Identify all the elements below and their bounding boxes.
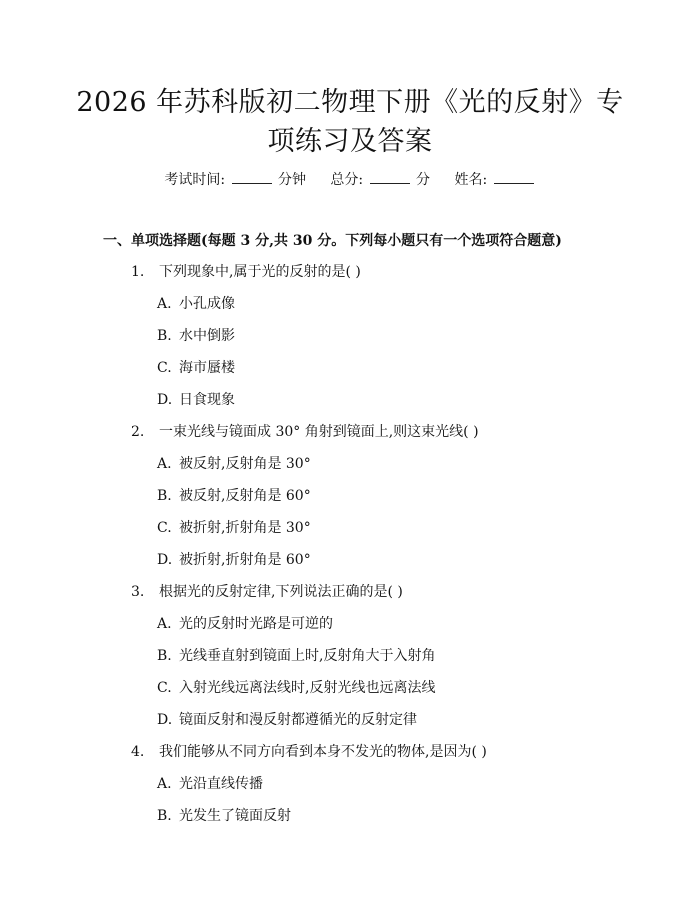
question-4-option-b <box>157 805 291 825</box>
total-score-blank <box>370 171 410 184</box>
option-letter: B. <box>157 648 172 664</box>
question-1 <box>131 261 361 281</box>
document-title-line-1: 2026 年苏科版初二物理下册《光的反射》专 <box>76 87 624 118</box>
option-text: 光线垂直射到镜面上时,反射角大于入射角 <box>179 648 436 664</box>
option-text: 被反射,反射角是 60° <box>179 488 311 504</box>
option-letter: C. <box>157 680 172 696</box>
question-text: 我们能够从不同方向看到本身不发光的物体,是因为( ) <box>159 744 487 760</box>
option-text: 镜面反射和漫反射都遵循光的反射定律 <box>179 712 417 728</box>
option-letter: D. <box>157 392 173 408</box>
option-text: 入射光线远离法线时,反射光线也远离法线 <box>179 680 436 696</box>
question-text: 根据光的反射定律,下列说法正确的是( ) <box>159 584 403 600</box>
student-name-label: 姓名: <box>454 172 488 188</box>
question-2 <box>131 421 479 441</box>
option-text: 光的反射时光路是可逆的 <box>179 616 333 632</box>
question-2-option-d <box>157 549 311 569</box>
exam-time-blank <box>232 171 272 184</box>
total-score-label: 总分: <box>330 172 364 188</box>
option-text: 小孔成像 <box>179 296 235 312</box>
question-4-option-a <box>157 773 263 793</box>
option-letter: A. <box>157 456 172 472</box>
option-letter: B. <box>157 808 172 824</box>
question-2-option-c <box>157 517 311 537</box>
total-score-unit: 分 <box>416 172 431 188</box>
question-2-option-a <box>157 453 311 473</box>
exam-time-unit: 分钟 <box>277 172 306 188</box>
question-1-option-b <box>157 325 235 345</box>
question-3 <box>131 581 403 601</box>
option-letter: D. <box>157 552 173 568</box>
option-letter: A. <box>157 296 172 312</box>
exam-info-row <box>0 169 700 189</box>
question-number: 4. <box>131 744 145 760</box>
option-text: 被反射,反射角是 30° <box>179 456 311 472</box>
exam-time-label: 考试时间: <box>164 172 226 188</box>
question-3-option-d <box>157 709 417 729</box>
question-3-option-b <box>157 645 435 665</box>
option-text: 被折射,折射角是 30° <box>179 520 311 536</box>
question-4 <box>131 741 487 761</box>
option-letter: B. <box>157 488 172 504</box>
option-letter: A. <box>157 776 172 792</box>
option-text: 被折射,折射角是 60° <box>179 552 311 568</box>
question-number: 3. <box>131 584 145 600</box>
option-letter: A. <box>157 616 172 632</box>
option-letter: D. <box>157 712 173 728</box>
question-text: 下列现象中,属于光的反射的是( ) <box>159 264 361 280</box>
question-1-option-c <box>157 357 235 377</box>
option-letter: C. <box>157 360 172 376</box>
option-text: 水中倒影 <box>179 328 235 344</box>
option-text: 光沿直线传播 <box>179 776 263 792</box>
option-letter: C. <box>157 520 172 536</box>
question-1-option-a <box>157 293 235 313</box>
question-text: 一束光线与镜面成 30° 角射到镜面上,则这束光线( ) <box>159 424 479 440</box>
question-number: 2. <box>131 424 145 440</box>
question-2-option-b <box>157 485 311 505</box>
total-score-field <box>330 169 430 189</box>
question-3-option-a <box>157 613 333 633</box>
student-name-field <box>454 169 535 189</box>
option-text: 日食现象 <box>179 392 235 408</box>
question-1-option-d <box>157 389 235 409</box>
option-letter: B. <box>157 328 172 344</box>
question-number: 1. <box>131 264 145 280</box>
option-text: 海市蜃楼 <box>179 360 235 376</box>
exam-time-field <box>164 169 306 189</box>
document-title-line-2: 项练习及答案 <box>267 126 433 157</box>
question-3-option-c <box>157 677 435 697</box>
option-text: 光发生了镜面反射 <box>179 808 291 824</box>
section-heading: 一、单项选择题(每题 3 分,共 30 分。下列每小题只有一个选项符合题意) <box>103 233 562 249</box>
student-name-blank <box>494 171 534 184</box>
